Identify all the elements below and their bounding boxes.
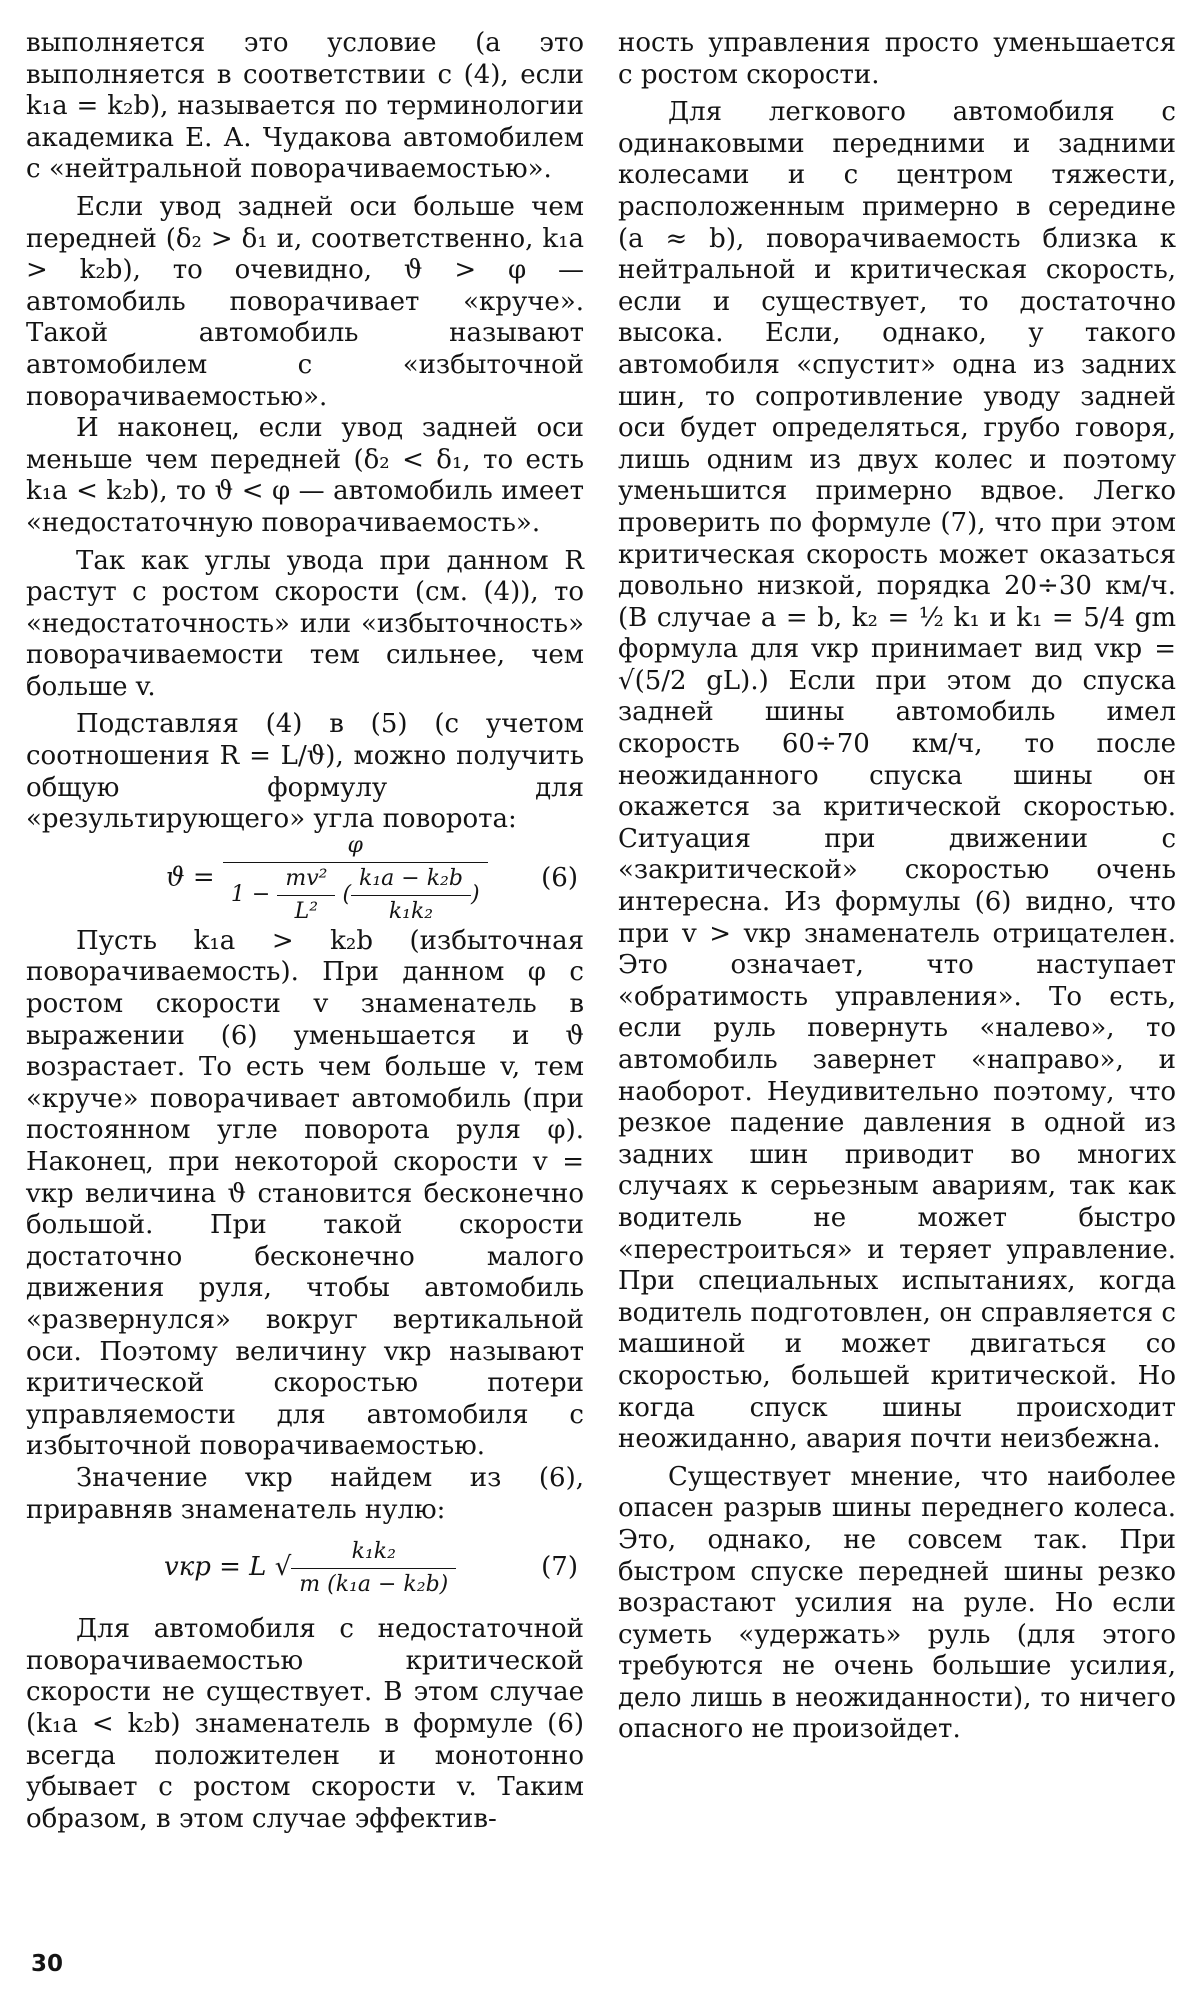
paragraph: Для легкового автомобиля с одинаковыми передними и задними колесами и с центром тяжести, расположенным примерно в середине (a ≈ b), поворачиваемость близка к нейтральной и критическая скорость, если и существует, то достаточно высока. Если, однако, у такого автомобиля «спустит» одна из задних шин, то сопротивление уводу задней оси будет определяться, грубо говоря, лишь одним из двух колес и поэтому уменьшится примерно вдвое. Легко проверить по формуле (7), что при этом критическая скорость может оказаться довольно низкой, порядка 20÷30 км/ч. (В случае a = b, k₂ = ½ k₁ и k₁ = 5/4 gm формула для vкр принимает вид vкр = √(5/2 gL).) Если при этом до спуска задней шины автомобиль имел скорость 60÷70 км/ч, то после неожиданного спуска шины он окажется за критической скоростью. Ситуация при движении с «закритической» скоростью очень интересна. Из формулы (6) видно, что при v > vкр знаменатель отрицателен. Это означает, что наступает «обратимость управления». То есть, если руль повернуть «налево», то автомобиль завернет «направо», и наоборот. Неудивительно поэтому, что резкое падение давления в одной из задних шин приводит во многих случаях к серьезным авариям, так как водитель не может быстро «перестроиться» и теряет управление. При специальных испытаниях, когда водитель подготовлен, он справляется с машиной и может двигаться со скоростью, большей критической. Но когда спуск шины происходит неожиданно, авария почти неизбежна.	[618, 97, 1176, 1455]
paragraph: И наконец, если увод задней оси меньше чем передней (δ₂ < δ₁, то есть k₁a < k₂b), то ϑ < φ — автомобиль имеет «недостаточную поворачиваемость».	[26, 413, 584, 538]
paragraph: Существует мнение, что наиболее опасен разрыв шины переднего колеса. Это, однако, не совсем так. При быстром спуске передней шины резко возрастают усилия на руле. Но если суметь «удержать» руль (для этого требуются не очень большие усилия, дело лишь в неожиданности), то ничего опасного не произойдет.	[618, 1461, 1176, 1745]
formula-6-k-num: k₁a − k₂b	[351, 863, 471, 896]
paragraph: ность управления просто уменьшается с ростом скорости.	[618, 28, 1176, 90]
paragraph: Если увод задней оси больше чем передней (δ₂ > δ₁ и, соответственно, k₁a > k₂b), то очевидно, ϑ > φ — автомобиль поворачивает «круче». Такой автомобиль называют автомобилем с «избыточной поворачиваемостью».	[26, 191, 584, 412]
formula-7-numerator: k₁k₂	[291, 1536, 456, 1569]
formula-6-mv-den: L²	[294, 898, 319, 924]
formula-6	[26, 833, 584, 924]
paragraph: Пусть k₁a > k₂b (избыточная поворачиваемость). При данном φ с ростом скорости v знаменатель в выражении (6) уменьшается и ϑ возрастает. То есть чем больше v, тем «круче» поворачивает автомобиль (при постоянном угле поворота руля φ). Наконец, при некоторой скорости v = vкр величина ϑ становится бесконечно большой. При такой скорости достаточно бесконечно малого движения руля, чтобы автомобиль «развернулся» вокруг вертикальной оси. Поэтому величину vкр называют критической скоростью потери управляемости для автомобиля с избыточной поворачиваемостью.	[26, 925, 584, 1462]
right-column	[618, 28, 1176, 1746]
formula-6-den-prefix: 1 −	[230, 882, 271, 908]
formula-6-mv-num: mv²	[277, 863, 335, 896]
formula-6-expression	[166, 830, 488, 927]
paragraph: Так как углы увода при данном R растут с ростом скорости (см. (4)), то «недостаточность» или «избыточность» поворачиваемости тем сильнее, чем больше v.	[26, 545, 584, 702]
paragraph: Для автомобиля с недостаточной поворачиваемостью критической скорости не существует. В этом случае (k₁a < k₂b) знаменатель в формуле (6) всегда положителен и монотонно убывает с ростом скорости v. Таким образом, в этом случае эффектив-	[26, 1614, 584, 1834]
formula-7-fraction	[291, 1536, 456, 1600]
formula-7-expression	[164, 1536, 456, 1600]
formula-6-k-den: k₁k₂	[388, 898, 434, 924]
formula-7-denominator: m (k₁a − k₂b)	[299, 1571, 449, 1597]
equation-number: (7)	[541, 1552, 578, 1583]
left-column	[26, 28, 584, 1835]
paragraph: выполняется это условие (а это выполняется в соответствии с (4), если k₁a = k₂b), называется по терминологии академика Е. А. Чудакова автомобилем с «нейтральной поворачиваемостью».	[26, 28, 584, 185]
page-number: 30	[31, 1951, 64, 1977]
formula-6-mv-fraction	[277, 863, 335, 927]
formula-7-lhs: vкр = L	[164, 1552, 267, 1583]
formula-6-fraction	[223, 830, 488, 927]
sqrt-sign: √	[274, 1552, 292, 1583]
paragraph: Значение vкр найдем из (6), приравняв знаменатель нулю:	[26, 1462, 584, 1525]
formula-6-k-fraction	[351, 863, 471, 927]
formula-6-lhs: ϑ =	[166, 862, 215, 893]
formula-7	[26, 1536, 584, 1600]
formula-6-numerator: φ	[223, 830, 488, 863]
formula-6-denominator: 1 − $\frac{\text{mv²}}{\text{L²}}$ ( $\frac{\text{k₁a − k₂b}}{\text{k₁k₂}}$ )	[223, 863, 488, 927]
paragraph: Подставляя (4) в (5) (с учетом соотношения R = L/ϑ), можно получить общую формулу для «результирующего» угла поворота:	[26, 709, 584, 835]
equation-number: (6)	[541, 863, 578, 894]
